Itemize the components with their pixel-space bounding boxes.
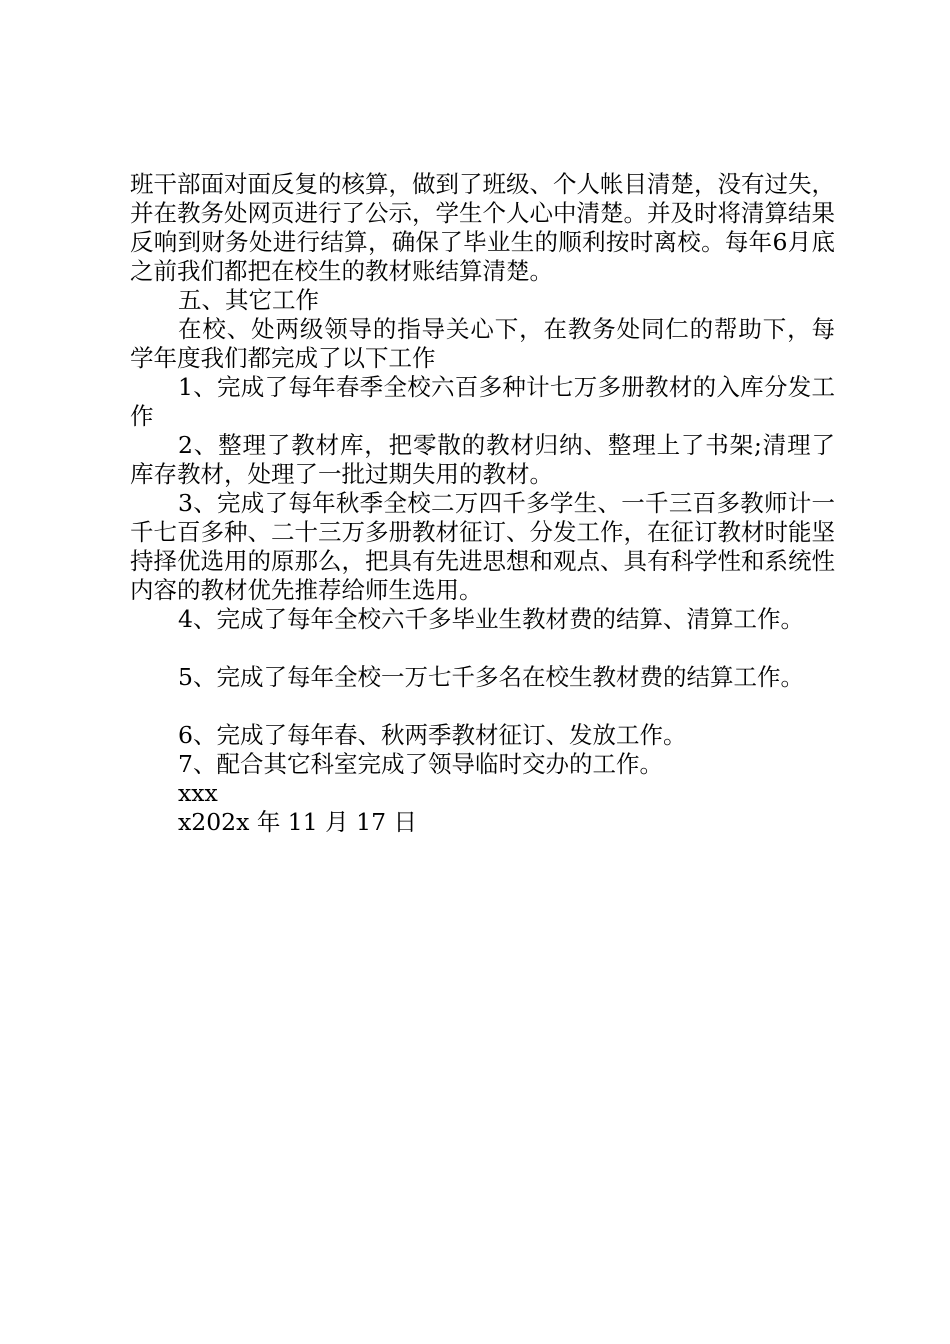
blank-line bbox=[130, 634, 835, 663]
signature-name: xxx bbox=[178, 779, 218, 807]
list-item-7: 7、配合其它科室完成了领导临时交办的工作。 bbox=[178, 750, 663, 778]
list-item-4: 4、完成了每年全校六千多毕业生教材费的结算、清算工作。 bbox=[178, 605, 804, 633]
list-item-3: 3、完成了每年秋季全校二万四千多学生、一千三百多教师计一千七百多种、二十三万多册教材征订、分发工作，在征订教材时能坚持择优选用的原那么，把具有先进思想和观点、具有科学性和系统性内容的教材优先推荐给师生选用。 bbox=[130, 489, 835, 604]
list-item-6: 6、完成了每年春、秋两季教材征订、发放工作。 bbox=[178, 721, 687, 749]
section-heading-other-work: 五、其它工作 bbox=[178, 286, 319, 314]
list-item-1: 1、完成了每年春季全校六百多种计七万多册教材的入库分发工作 bbox=[130, 373, 835, 430]
blank-line bbox=[130, 692, 835, 721]
document-body bbox=[130, 170, 835, 837]
paragraph-settlement: 班干部面对面反复的核算，做到了班级、个人帐目清楚，没有过失，并在教务处网页进行了公示，学生个人心中清楚。并及时将清算结果反响到财务处进行结算，确保了毕业生的顺利按时离校。每年6月底之前我们都把在校生的教材账结算清楚。 bbox=[130, 170, 835, 285]
list-item-5: 5、完成了每年全校一万七千多名在校生教材费的结算工作。 bbox=[178, 663, 804, 691]
paragraph-intro: 在校、处两级领导的指导关心下，在教务处同仁的帮助下，每学年度我们都完成了以下工作 bbox=[130, 315, 835, 372]
signature-date: x202x 年 11 月 17 日 bbox=[178, 808, 418, 836]
list-item-2: 2、整理了教材库，把零散的教材归纳、整理上了书架;清理了库存教材，处理了一批过期失用的教材。 bbox=[130, 431, 835, 488]
